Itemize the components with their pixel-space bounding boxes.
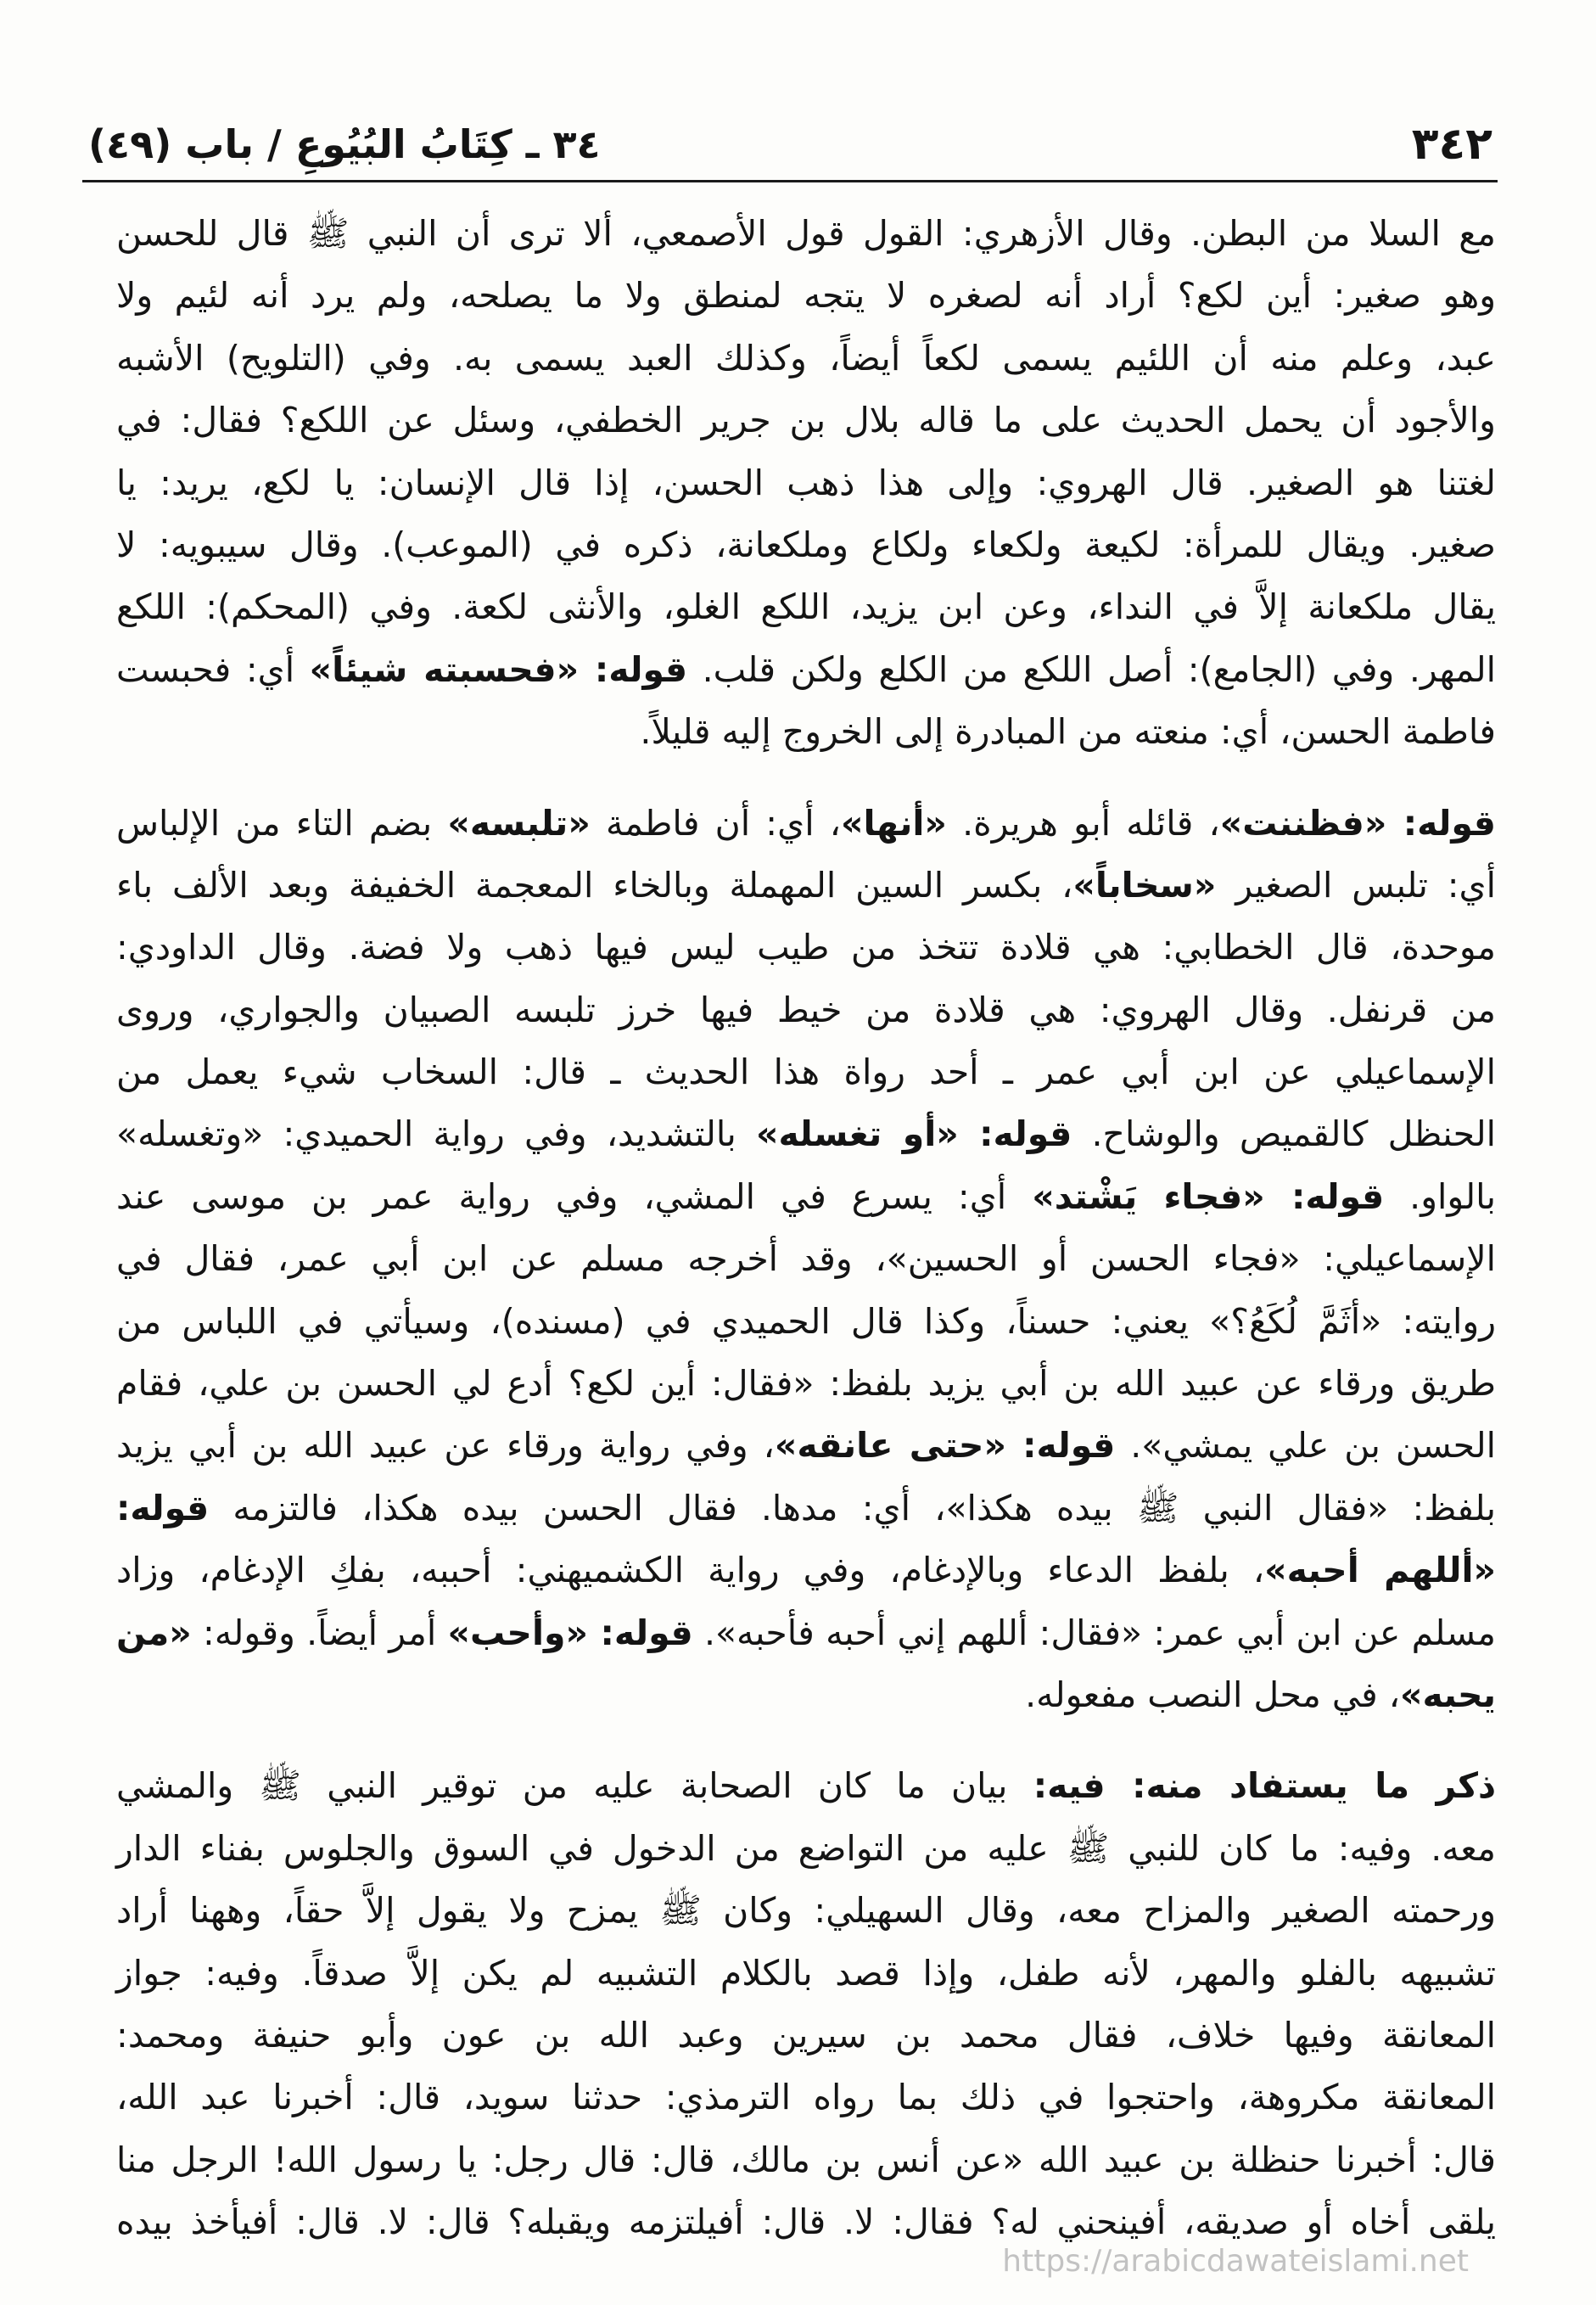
text-run: فاطمة الحسن، أي: منعته من المبادرة إلى الخروج إليه قليلاً. xyxy=(640,711,1496,753)
bold-text: «أنها» xyxy=(841,802,947,844)
text-line xyxy=(116,2005,1496,2067)
bold-text: قوله: «حتى عانقه» xyxy=(774,1425,1116,1467)
paragraph xyxy=(116,203,1496,764)
text-run: قال: أخبرنا حنظلة بن عبيد الله «عن أنس بن مالك، قال: قال رجل: يا رسول الله! الرجل منا xyxy=(116,2139,1496,2180)
text-line xyxy=(116,701,1496,763)
text-line xyxy=(116,1478,1496,1539)
header-rule xyxy=(82,180,1498,182)
text-run: الحنظل كالقميص والوشاح. xyxy=(1072,1113,1496,1155)
watermark-url: https://arabicdawateislami.net xyxy=(1002,2244,1469,2279)
text-run: ، قائله أبو هريرة. xyxy=(946,802,1220,844)
text-line xyxy=(116,1041,1496,1103)
text-line xyxy=(116,855,1496,917)
bold-text: يحبه» xyxy=(1399,1674,1496,1715)
bold-text: قوله: «أو تغسله» xyxy=(755,1113,1072,1155)
text-run: والأجود أن يحمل الحديث على ما قاله بلال بن جرير الخطفي، وسئل عن اللكع؟ فقال: في xyxy=(116,400,1496,441)
bold-text: قوله: «فحسبته شيئاً» xyxy=(309,648,688,690)
text-line xyxy=(116,265,1496,327)
text-run: روايته: «أثَمَّ لُكَعُ؟» يعني: حسناً، وكذا قال الحميدي في (مسنده)، وسيأتي في اللباس من xyxy=(116,1300,1496,1342)
text-run: ورحمته الصغير والمزاح معه، وقال السهيلي: وكان ﷺ يمزح ولا يقول إلاَّ حقاً، وههنا أراد xyxy=(116,1890,1496,1932)
bold-text: «تلبسه» xyxy=(447,802,591,844)
text-line xyxy=(116,1166,1496,1228)
text-run: بضم التاء من الإلباس xyxy=(116,802,448,844)
text-run: أي: يسرع في المشي، وفي رواية عمر بن موسى عند xyxy=(116,1175,1033,1217)
text-line xyxy=(116,1943,1496,2005)
text-run: ، بلفظ الدعاء وبالإدغام، وفي رواية الكشميهني: أحببه، بفكِ الإدغام، وزاد xyxy=(116,1550,1265,1591)
text-line xyxy=(116,1103,1496,1165)
text-run: تشبيهه بالفلو والمهر، لأنه طفل، وإذا قصد بالكلام التشبيه لم يكن إلاَّ صدقاً. وفيه: جواز xyxy=(116,1952,1496,1994)
text-line xyxy=(116,203,1496,265)
text-run: المهر. وفي (الجامع): أصل اللكع من الكلع ولكن قلب. xyxy=(687,648,1497,690)
text-run: المعانقة وفيها خلاف، فقال محمد بن سيرين وعبد الله بن عون وأبو حنيفة ومحمد: xyxy=(116,2014,1496,2055)
text-run: عبد، وعلم منه أن اللئيم يسمى لكعاً أيضاً، وكذلك العبد يسمى به. وفي (التلويح) الأشبه xyxy=(116,337,1496,379)
text-run: وهو صغير: أين لكع؟ أراد أنه لصغره لا يتجه لمنطق ولا ما يصلحه، ولم يرد أنه لئيم ولا xyxy=(116,275,1496,317)
text-run: موحدة، قال الخطابي: هي قلادة تتخذ من طيب ليس فيها ذهب ولا فضة. وقال الداودي: xyxy=(116,927,1496,968)
text-run: بالواو. xyxy=(1384,1175,1496,1217)
text-run: بلفظ: «فقال النبي ﷺ بيده هكذا»، أي: مدها. فقال الحسن بيده هكذا، فالتزمه xyxy=(209,1487,1496,1528)
text-run: ، بكسر السين المهملة وبالخاء المعجمة الخفيفة وبعد الألف باء xyxy=(116,864,1073,906)
bold-text: «أللهم أحبه» xyxy=(1264,1550,1497,1591)
text-run: مع السلا من البطن. وقال الأزهري: القول قول الأصمعي، ألا ترى أن النبي ﷺ قال للحسن xyxy=(116,213,1496,254)
text-line xyxy=(116,2067,1496,2128)
text-run: الإسماعيلي عن ابن أبي عمر ـ أحد رواة هذا الحديث ـ قال: السخاب شيء يعمل من xyxy=(116,1052,1496,1093)
text-line xyxy=(116,328,1496,390)
text-run: الحسن بن علي يمشي». xyxy=(1115,1425,1496,1467)
text-run: الإسماعيلي: «فجاء الحسن أو الحسين»، وقد أخرجه مسلم عن ابن أبي عمر، فقال في xyxy=(116,1238,1496,1280)
running-title: ٣٤ ـ كِتَابُ البُيُوعِ / باب (٤٩) xyxy=(88,121,601,167)
text-run: أمر أيضاً. وقوله: xyxy=(191,1612,448,1653)
text-line xyxy=(116,639,1496,701)
text-line xyxy=(116,1880,1496,1942)
text-run: يلقى أخاه أو صديقه، أفينحني له؟ فقال: لا. قال: أفيلتزمه ويقبله؟ قال: لا. قال: أفيأخذ بيده xyxy=(116,2201,1496,2243)
text-run: من قرنفل. وقال الهروي: هي قلادة من خيط فيها خرز تلبسه الصبيان والجواري، وروى xyxy=(116,989,1496,1030)
text-line xyxy=(116,1353,1496,1415)
text-run: ، وفي رواية ورقاء عن عبيد الله بن أبي يزيد xyxy=(116,1425,775,1467)
text-line xyxy=(116,1228,1496,1290)
text-run: بيان ما كان الصحابة عليه من توقير النبي ﷺ والمشي xyxy=(116,1765,1033,1807)
text-line xyxy=(116,1415,1496,1477)
text-run: أي: تلبس الصغير xyxy=(1216,864,1497,906)
bold-text: قوله: «وأحب» xyxy=(447,1612,693,1653)
text-run: ، أي: أن فاطمة xyxy=(590,802,842,844)
text-run: معه. وفيه: ما كان للنبي ﷺ عليه من التواضع من الدخول في السوق والجلوس بفناء الدار xyxy=(116,1827,1496,1869)
bold-text: «سخاباً» xyxy=(1072,864,1217,906)
text-line xyxy=(116,1818,1496,1880)
bold-text: قوله: xyxy=(116,1487,210,1528)
text-run: أي: فحبست xyxy=(116,648,310,690)
text-run: المعانقة مكروهة، واحتجوا في ذلك بما رواه الترمذي: حدثنا سويد، قال: أخبرنا عبد الله، xyxy=(116,2077,1496,2118)
text-line xyxy=(116,576,1496,638)
text-line xyxy=(116,1755,1496,1817)
text-run: مسلم عن ابن أبي عمر: «فقال: أللهم إني أحبه فأحبه». xyxy=(692,1612,1496,1653)
text-line xyxy=(116,1539,1496,1601)
text-line xyxy=(116,917,1496,979)
text-line xyxy=(116,793,1496,855)
text-run: طريق ورقاء عن عبيد الله بن أبي يزيد بلفظ: «فقال: أين لكع؟ أدع لي الحسن بن علي، فقام xyxy=(116,1363,1496,1405)
text-line xyxy=(116,2129,1496,2191)
text-run: لغتنا هو الصغير. قال الهروي: وإلى هذا ذهب الحسن، إذا قال الإنسان: يا لكع، يريد: يا xyxy=(116,462,1496,503)
text-line xyxy=(116,514,1496,576)
text-line xyxy=(116,1602,1496,1664)
text-line xyxy=(116,452,1496,514)
text-line xyxy=(116,1664,1496,1726)
text-run: يقال ملكعانة إلاَّ في النداء، وعن ابن يزيد، اللكع الغلو، والأنثى لكعة. وفي (المحكم): اللكع xyxy=(116,586,1496,628)
bold-text: «من xyxy=(116,1612,192,1653)
text-line xyxy=(116,390,1496,451)
text-run: ، في محل النصب مفعوله. xyxy=(1025,1674,1400,1715)
text-line xyxy=(116,1291,1496,1353)
page-number: ٣٤٢ xyxy=(1411,119,1492,170)
bold-text: قوله: «فجاء يَشْتد» xyxy=(1032,1175,1385,1217)
paragraph xyxy=(116,1755,1496,2253)
text-run: صغير. ويقال للمرأة: لكيعة ولكعاء ولكاع وملكعانة، ذكره في (الموعب). وقال سيبويه: لا xyxy=(116,524,1496,565)
paragraph xyxy=(116,793,1496,1727)
body-text xyxy=(116,203,1496,2254)
bold-text: ذكر ما يستفاد منه: فيه: xyxy=(1033,1765,1496,1807)
text-run: بالتشديد، وفي رواية الحميدي: «وتغسله» xyxy=(116,1113,756,1155)
page-header xyxy=(88,117,1492,171)
text-line xyxy=(116,979,1496,1041)
bold-text: قوله: «فظننت» xyxy=(1219,802,1496,844)
